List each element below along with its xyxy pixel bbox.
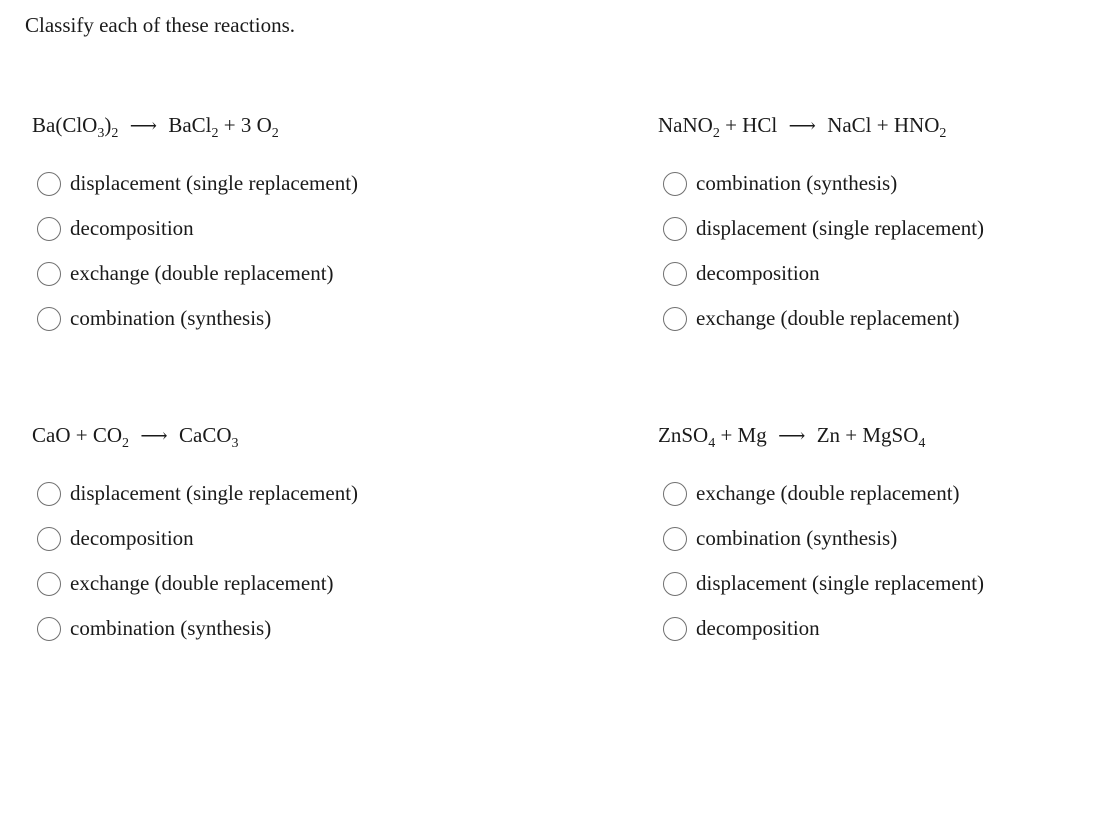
radio-button[interactable] [663,572,687,596]
radio-button[interactable] [37,172,61,196]
option-label: displacement (single replacement) [696,216,985,240]
chemical-equation [658,423,1098,463]
chemical-equation [32,113,472,153]
answer-option[interactable] [663,161,1098,206]
answer-option[interactable] [37,561,472,606]
answer-option[interactable] [37,251,472,296]
formula-text: ) [104,113,112,137]
formula-text: NaCl + HNO [827,113,940,137]
formula-text: Zn + MgSO [816,423,919,447]
answer-option[interactable] [37,606,472,651]
reaction-arrow-icon: ⟶ [778,426,806,447]
subscript: 4 [918,436,926,451]
reaction-arrow-icon: ⟶ [788,116,816,137]
answer-option[interactable] [663,296,1098,341]
products [179,423,239,451]
option-label: displacement (single replacement) [696,571,985,595]
answer-option[interactable] [663,561,1098,606]
option-label: combination (synthesis) [70,616,272,640]
option-label: exchange (double replacement) [70,571,334,595]
answer-option[interactable] [663,516,1098,561]
option-label: displacement (single replacement) [70,481,359,505]
reaction-question-4 [658,423,1098,651]
radio-button[interactable] [37,217,61,241]
chemical-equation [32,423,472,463]
radio-button[interactable] [663,617,687,641]
answer-option[interactable] [37,206,472,251]
radio-button[interactable] [37,307,61,331]
answer-options [37,471,472,651]
formula-text: + HCl [719,113,778,137]
answer-option[interactable] [663,471,1098,516]
formula-text: Ba(ClO [32,113,98,137]
subscript: 2 [712,126,720,141]
radio-button[interactable] [37,482,61,506]
reaction-question-1 [32,113,472,341]
radio-button[interactable] [37,572,61,596]
reactants [32,113,119,141]
products [816,423,926,451]
radio-button[interactable] [663,172,687,196]
reactants [32,423,130,451]
option-label: decomposition [696,616,820,640]
reactants [658,113,778,141]
answer-options [37,161,472,341]
chemical-equation [658,113,1098,153]
option-label: exchange (double replacement) [696,481,960,505]
option-label: combination (synthesis) [70,306,272,330]
radio-button[interactable] [663,307,687,331]
radio-button[interactable] [663,527,687,551]
answer-option[interactable] [37,296,472,341]
reaction-question-3 [32,423,472,651]
products [827,113,947,141]
formula-text: CaO + CO [32,423,123,447]
answer-options [663,471,1098,651]
radio-button[interactable] [37,617,61,641]
answer-option[interactable] [37,161,472,206]
option-label: combination (synthesis) [696,171,898,195]
radio-button[interactable] [37,527,61,551]
option-label: displacement (single replacement) [70,171,359,195]
products [168,113,279,141]
reactants [658,423,767,451]
option-label: combination (synthesis) [696,526,898,550]
answer-option[interactable] [37,471,472,516]
option-label: decomposition [70,526,194,550]
radio-button[interactable] [37,262,61,286]
answer-option[interactable] [663,251,1098,296]
instruction-text: Classify each of these reactions. [25,13,295,37]
radio-button[interactable] [663,262,687,286]
radio-button[interactable] [663,217,687,241]
answer-options [663,161,1098,341]
subscript: 3 [231,436,239,451]
option-label: exchange (double replacement) [70,261,334,285]
formula-text: BaCl [168,113,212,137]
formula-text: + 3 O [218,113,272,137]
reaction-question-2 [658,113,1098,341]
reaction-arrow-icon: ⟶ [129,116,157,137]
formula-text: NaNO [658,113,713,137]
option-label: decomposition [70,216,194,240]
subscript: 4 [708,436,716,451]
formula-text: + Mg [715,423,767,447]
answer-option[interactable] [37,516,472,561]
radio-button[interactable] [663,482,687,506]
subscript: 2 [939,126,947,141]
option-label: exchange (double replacement) [696,306,960,330]
answer-option[interactable] [663,206,1098,251]
subscript: 3 [97,126,105,141]
subscript: 2 [211,126,219,141]
option-label: decomposition [696,261,820,285]
subscript: 2 [122,436,130,451]
reaction-arrow-icon: ⟶ [140,426,168,447]
subscript: 2 [271,126,279,141]
subscript: 2 [111,126,119,141]
formula-text: CaCO [179,423,232,447]
answer-option[interactable] [663,606,1098,651]
formula-text: ZnSO [658,423,709,447]
